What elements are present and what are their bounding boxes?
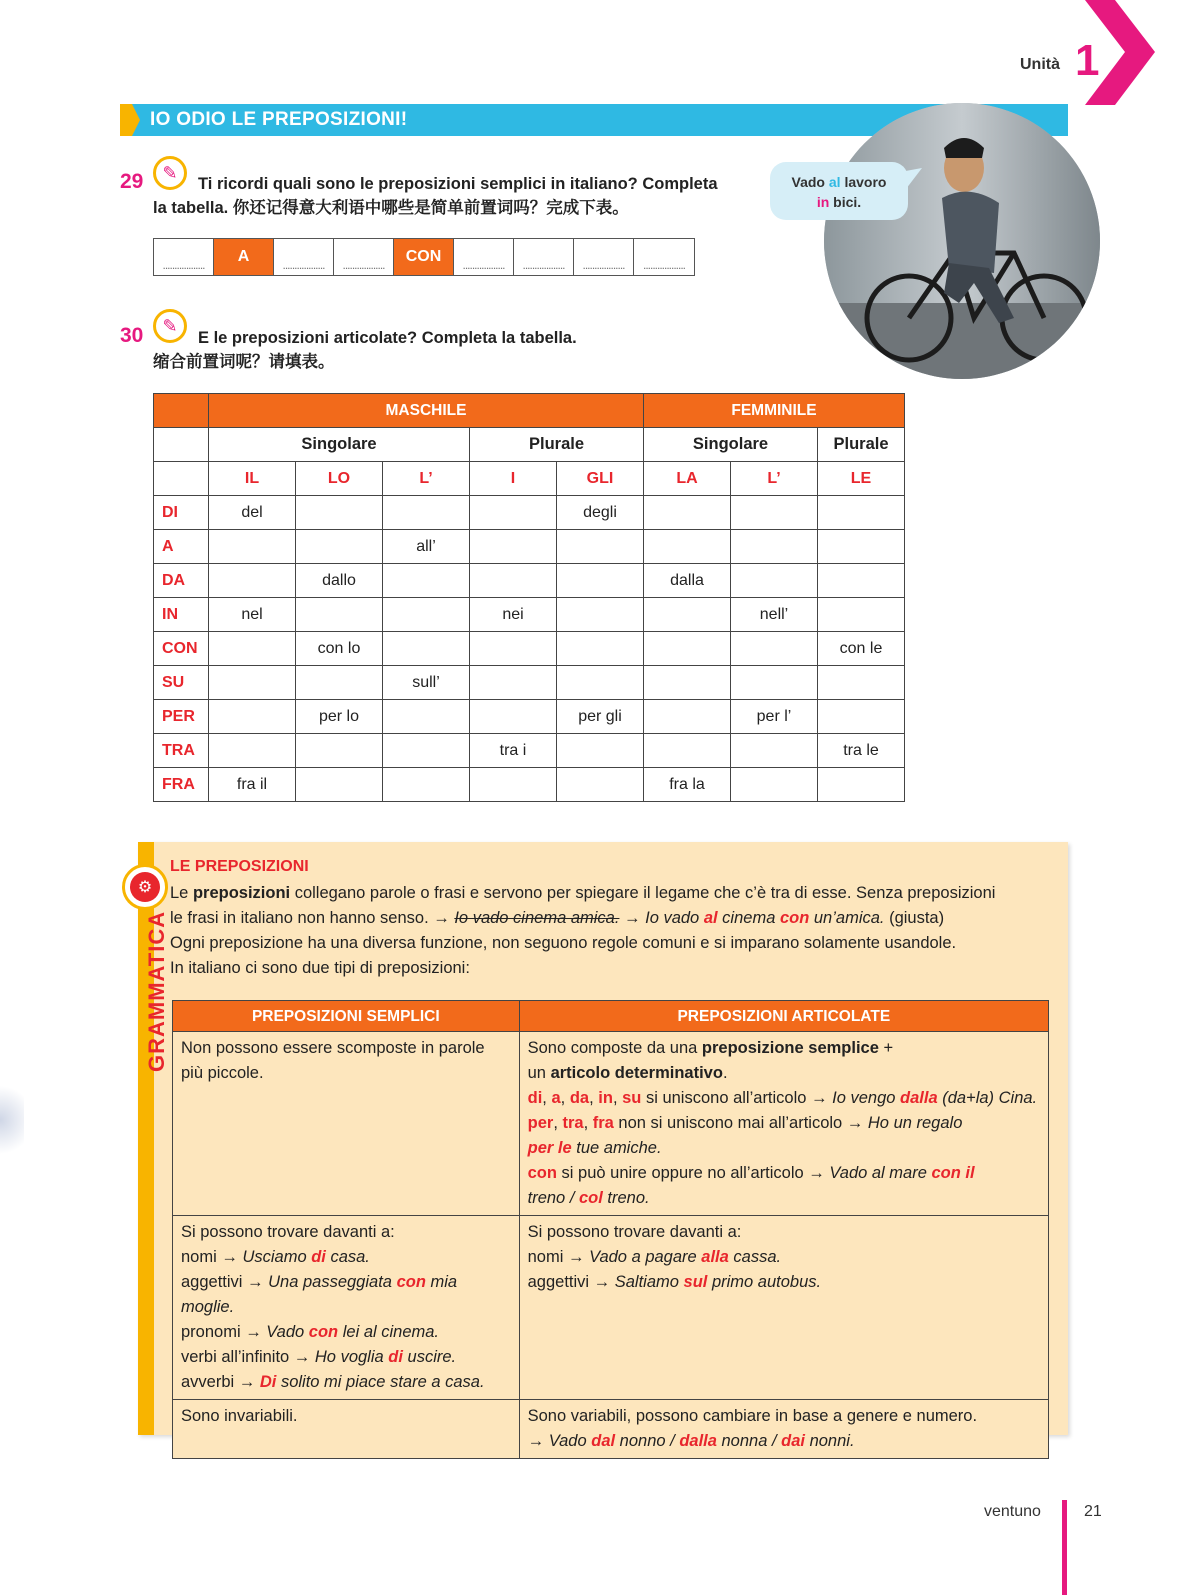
table-cell[interactable] <box>731 530 818 564</box>
preposition-label: DA <box>154 564 209 598</box>
prep-blank-cell[interactable]: .................. <box>274 239 334 275</box>
m-singolare-header: Singolare <box>209 428 470 462</box>
table-cell[interactable] <box>296 496 383 530</box>
preposition-label: TRA <box>154 734 209 768</box>
table-cell[interactable]: degli <box>557 496 644 530</box>
table-cell[interactable]: del <box>209 496 296 530</box>
table-cell[interactable] <box>209 632 296 666</box>
table-cell[interactable] <box>296 734 383 768</box>
table-row <box>173 1032 1049 1216</box>
page-number: 21 <box>1084 1503 1102 1520</box>
table-cell[interactable] <box>557 734 644 768</box>
table-cell[interactable]: fra la <box>644 768 731 802</box>
table-cell[interactable] <box>731 666 818 700</box>
cyclist-photo <box>824 103 1100 379</box>
table-row <box>173 1216 1049 1400</box>
table-cell[interactable] <box>383 632 470 666</box>
preposition-label: A <box>154 530 209 564</box>
table-cell[interactable] <box>209 734 296 768</box>
speech-bubble: Vado al lavoro in bici. <box>770 162 908 220</box>
blank-cell <box>154 428 209 462</box>
table-cell[interactable]: per l’ <box>731 700 818 734</box>
table-cell[interactable] <box>818 564 905 598</box>
article-header: GLI <box>557 462 644 496</box>
col-header-articolate: PREPOSIZIONI ARTICOLATE <box>519 1001 1048 1032</box>
table-cell: Non possono essere scomposte in parole più piccole. <box>173 1032 520 1216</box>
prep-blank-cell[interactable]: .................. <box>574 239 634 275</box>
grammar-table <box>172 1000 1049 1459</box>
table-cell: Sono variabili, possono cambiare in base a genere e numero. → Vado dal nonno / dalla nonna / dai nonni. <box>519 1400 1048 1459</box>
table-cell[interactable] <box>209 564 296 598</box>
f-singolare-header: Singolare <box>644 428 818 462</box>
table-cell[interactable] <box>383 700 470 734</box>
table-cell[interactable] <box>731 496 818 530</box>
table-cell[interactable] <box>296 768 383 802</box>
table-row <box>154 598 905 632</box>
table-cell[interactable] <box>731 768 818 802</box>
table-cell[interactable] <box>470 666 557 700</box>
table-cell[interactable] <box>209 700 296 734</box>
prep-blank-cell[interactable]: .................. <box>334 239 394 275</box>
table-cell[interactable]: per lo <box>296 700 383 734</box>
table-cell[interactable] <box>209 666 296 700</box>
table-row <box>154 530 905 564</box>
table-cell[interactable] <box>470 530 557 564</box>
page-edge-decoration <box>0 1085 24 1155</box>
exercise-29-number: 29 <box>120 170 144 193</box>
cyclist-illustration-icon <box>824 103 1100 379</box>
article-header: L’ <box>731 462 818 496</box>
table-cell[interactable]: con lo <box>296 632 383 666</box>
table-cell[interactable] <box>818 700 905 734</box>
table-cell[interactable]: dalla <box>644 564 731 598</box>
table-cell[interactable] <box>383 768 470 802</box>
unit-label: Unità <box>1020 56 1060 73</box>
table-cell[interactable]: per gli <box>557 700 644 734</box>
exercise-30-instruction: E le preposizioni articolate? Completa la tabella. <box>198 329 577 347</box>
prep-blank-cell[interactable]: .................. <box>154 239 214 275</box>
table-cell[interactable] <box>818 598 905 632</box>
prep-blank-cell[interactable]: .................. <box>642 258 685 272</box>
table-cell[interactable] <box>644 700 731 734</box>
col-header-semplici: PREPOSIZIONI SEMPLICI <box>173 1001 520 1032</box>
table-cell[interactable] <box>644 598 731 632</box>
table-cell[interactable] <box>296 666 383 700</box>
table-cell[interactable] <box>383 598 470 632</box>
pencil-icon: ✎ <box>153 309 187 343</box>
blank-cell <box>154 462 209 496</box>
exercise-29-instruction-2: la tabella. 你还记得意大利语中哪些是简单前置词吗？完成下表。 <box>153 199 629 217</box>
table-cell[interactable] <box>644 530 731 564</box>
table-cell[interactable] <box>470 496 557 530</box>
table-cell[interactable]: nell’ <box>731 598 818 632</box>
gears-icon: ⚙ <box>122 864 168 910</box>
table-cell[interactable] <box>557 666 644 700</box>
prep-blank-cell[interactable]: .................. <box>454 239 514 275</box>
table-cell[interactable] <box>209 530 296 564</box>
table-cell: Si possono trovare davanti a: nomi → Vado a pagare alla cassa. aggettivi → Saltiamo sul primo autobus. <box>519 1216 1048 1400</box>
preposition-label: IN <box>154 598 209 632</box>
table-cell: Sono invariabili. <box>173 1400 520 1459</box>
grammar-paragraph: Le preposizioni collegano parole o frasi e servono per spiegare il legame che c’è tra di esse. Senza preposizioni le frasi in italiano non hanno senso. → Io vado cinema amica. → Io vado al cinema con un’amica. (giusta) Ogni preposizione ha una diversa funzione, non seguono regole comuni e si imparano solamente usandole. In italiano ci sono due tipi di preposizioni: <box>170 884 996 977</box>
table-cell[interactable] <box>383 734 470 768</box>
corner-cell <box>154 394 209 428</box>
table-cell[interactable] <box>818 768 905 802</box>
table-cell[interactable] <box>644 632 731 666</box>
f-plurale-header: Plurale <box>818 428 905 462</box>
preposition-label: SU <box>154 666 209 700</box>
table-cell[interactable]: tra le <box>818 734 905 768</box>
prep-cell-con: CON <box>394 239 454 275</box>
table-cell[interactable] <box>296 598 383 632</box>
table-cell[interactable] <box>470 768 557 802</box>
table-cell[interactable] <box>557 768 644 802</box>
table-cell[interactable] <box>470 700 557 734</box>
table-cell[interactable] <box>731 632 818 666</box>
femminile-header: FEMMINILE <box>644 394 905 428</box>
article-header: IL <box>209 462 296 496</box>
table-row <box>154 768 905 802</box>
table-cell[interactable] <box>470 564 557 598</box>
table-cell[interactable] <box>470 632 557 666</box>
grammar-title: LE PREPOSIZIONI <box>170 858 309 875</box>
table-row <box>154 734 905 768</box>
table-cell[interactable] <box>731 564 818 598</box>
preposition-label: PER <box>154 700 209 734</box>
exercise-30-instruction-zh: 缩合前置词呢？请填表。 <box>153 353 335 371</box>
table-cell[interactable]: sull’ <box>383 666 470 700</box>
table-cell[interactable] <box>557 530 644 564</box>
pencil-icon: ✎ <box>153 156 187 190</box>
table-cell[interactable]: all’ <box>383 530 470 564</box>
table-cell[interactable] <box>644 734 731 768</box>
table-cell[interactable] <box>383 496 470 530</box>
table-cell[interactable] <box>557 564 644 598</box>
exercise-29-prepositions-row <box>153 238 695 276</box>
table-cell[interactable] <box>557 632 644 666</box>
table-cell[interactable] <box>383 564 470 598</box>
table-row <box>154 700 905 734</box>
footer-accent-bar <box>1062 1500 1067 1595</box>
exercise-30-number: 30 <box>120 324 144 347</box>
grammar-side-label: GRAMMATICA <box>144 910 169 1072</box>
prep-blank-cell[interactable]: .................. <box>514 239 574 275</box>
table-cell[interactable] <box>644 496 731 530</box>
table-cell: Sono composte da una preposizione semplice + un articolo determinativo. di, a, da, in, su si uniscono all’articolo → Io vengo dalla (da+la) Cina. per, tra, fra non si uniscono mai all’articolo → Ho un regalo per le tue amiche. con si può unire oppure no all’articolo → Vado al mare con il treno / col treno. <box>519 1032 1048 1216</box>
table-cell[interactable] <box>644 666 731 700</box>
article-header: I <box>470 462 557 496</box>
table-cell[interactable] <box>818 666 905 700</box>
table-row <box>154 632 905 666</box>
table-row <box>173 1400 1049 1459</box>
table-row <box>154 666 905 700</box>
preposition-label: FRA <box>154 768 209 802</box>
m-plurale-header: Plurale <box>470 428 644 462</box>
section-title: IO ODIO LE PREPOSIZIONI! <box>150 109 408 130</box>
table-cell[interactable]: fra il <box>209 768 296 802</box>
article-header: LO <box>296 462 383 496</box>
table-cell[interactable]: nel <box>209 598 296 632</box>
table-cell[interactable] <box>818 530 905 564</box>
table-row <box>154 564 905 598</box>
preposition-label: CON <box>154 632 209 666</box>
table-cell[interactable]: con le <box>818 632 905 666</box>
exercise-29-instruction: Ti ricordi quali sono le preposizioni semplici in italiano? Completa <box>198 175 718 193</box>
articulated-prepositions-table <box>153 393 905 802</box>
table-cell[interactable] <box>557 598 644 632</box>
prep-cell-a: A <box>214 239 274 275</box>
table-cell[interactable] <box>296 530 383 564</box>
table-cell: Si possono trovare davanti a: nomi → Usciamo di casa. aggettivi → Una passeggiata con mia moglie. pronomi → Vado con lei al cinema. verbi all’infinito → Ho voglia di uscire. avverbi → Di solito mi piace stare a casa. <box>173 1216 520 1400</box>
maschile-header: MASCHILE <box>209 394 644 428</box>
preposition-label: DI <box>154 496 209 530</box>
table-cell[interactable] <box>818 496 905 530</box>
article-header: LA <box>644 462 731 496</box>
article-header: LE <box>818 462 905 496</box>
table-cell[interactable] <box>731 734 818 768</box>
article-header: L’ <box>383 462 470 496</box>
table-cell[interactable]: nei <box>470 598 557 632</box>
unit-chevron-icon <box>1085 0 1155 105</box>
unit-number: 1 <box>1075 36 1100 85</box>
table-row <box>154 496 905 530</box>
table-cell[interactable]: dallo <box>296 564 383 598</box>
table-cell[interactable]: tra i <box>470 734 557 768</box>
page-number-word: ventuno <box>984 1503 1041 1520</box>
